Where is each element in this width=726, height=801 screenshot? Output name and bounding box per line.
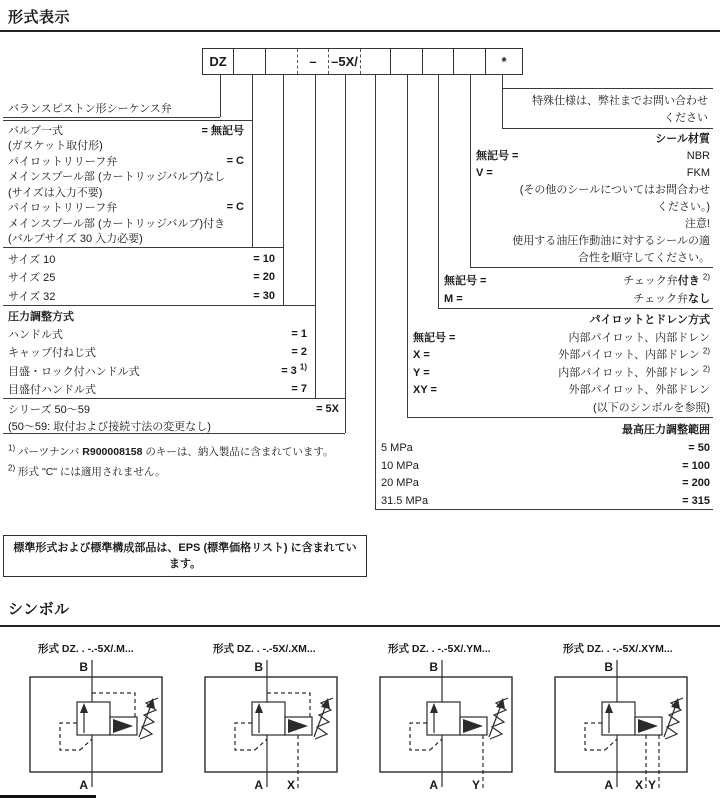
group-line — [470, 267, 713, 268]
option-row: メインスプール部 (カートリッジバルブ)付き — [8, 217, 226, 230]
group-header: 圧力調整方式 — [8, 311, 74, 324]
group-seal-material: シール材質 無記号 = NBR V = FKM (その他のシールについてはお問合わせ ください。) 注意! 使用する油圧作動油に対するシールの適 合性を順守してください。 — [476, 133, 710, 264]
connector-line — [345, 75, 346, 433]
footnote-2: $^{2)}$ 形式 "C" には適用されません。 — [8, 463, 166, 478]
option-row: キャップ付ねじ式 = 2 — [8, 346, 307, 360]
symbol-title-m: 形式 DZ. . -.-5X/.M... — [38, 643, 134, 655]
port-label-b: B — [604, 660, 613, 674]
port-label-y: Y — [647, 778, 656, 792]
connector-line — [283, 75, 284, 305]
symbol-title-ym: 形式 DZ. . -.-5X/.YM... — [388, 643, 491, 655]
group-line — [3, 398, 345, 399]
option-row: (ガスケット取付形) — [8, 140, 103, 153]
option-row: 無記号 = チェック弁付き $^{2)}$ — [444, 272, 710, 287]
page-footer-rule — [0, 795, 96, 798]
option-row: 31.5 MPa = 315 — [381, 495, 710, 508]
code-cell-blank-6 — [454, 49, 486, 74]
section-rule — [0, 625, 720, 627]
port-label-b: B — [79, 660, 88, 674]
section-title-symbols: シンボル — [8, 601, 70, 618]
group-size — [8, 250, 275, 305]
symbol-title-xm: 形式 DZ. . -.-5X/.XM... — [213, 643, 316, 655]
group-valve-assembly — [8, 122, 244, 246]
option-row: 5 MPa = 50 — [381, 441, 710, 454]
connector-line — [220, 75, 221, 117]
code-cell-blank-2 — [266, 49, 298, 74]
group-line — [3, 247, 283, 248]
option-row: (バルブサイズ 30 入力必要) — [8, 233, 143, 246]
group-pressure-adjustment — [8, 307, 307, 398]
section-title-type-designation: 形式表示 — [8, 9, 71, 26]
port-label-a: A — [254, 778, 263, 792]
connector-line — [252, 75, 253, 247]
code-cell-series: –5X/ — [329, 49, 361, 74]
symbol-title-xym: 形式 DZ. . -.-5X/.XYM... — [563, 643, 673, 655]
option-row: 目盛付ハンドル式 = 7 — [8, 382, 307, 396]
option-row: サイズ 32 = 30 — [8, 289, 275, 303]
group-header: 最高圧力調整範囲 — [622, 424, 710, 436]
group-pilot-drain — [413, 312, 710, 418]
group-check-valve — [444, 272, 710, 308]
option-row: サイズ 25 = 20 — [8, 271, 275, 285]
option-row: XY = 外部パイロット、外部ドレン — [413, 384, 710, 397]
connector-line — [438, 75, 439, 308]
group-line — [3, 305, 315, 306]
standard-type-note-box: 標準形式および標準構成部品は、EPS (標準価格リスト) に含まれています。 — [3, 535, 367, 577]
footnote-1: $^{1)}$ パーツナンバ R900008158 のキーは、納入製品に含まれています。 — [8, 443, 334, 458]
option-row: 無記号 = NBR — [476, 150, 710, 162]
code-cell-special: * — [501, 54, 507, 69]
ordering-code-row — [202, 48, 523, 75]
hydraulic-symbol-xym — [543, 655, 713, 800]
group-line — [502, 128, 713, 129]
code-cell-dash: – — [298, 49, 329, 74]
group-line — [3, 117, 220, 118]
code-cell-prefix: DZ — [203, 49, 234, 74]
special-note-box: 特殊仕様は、弊社までお問い合わせ ください — [532, 95, 708, 124]
hydraulic-symbol-xm — [193, 655, 363, 800]
option-row: (50〜59: 取付および接続寸法の変更なし) — [8, 420, 211, 433]
code-cell-blank-4 — [391, 49, 423, 74]
group-series — [8, 401, 339, 434]
option-row: パイロットリリーフ弁 = C — [8, 201, 244, 215]
option-row: シリーズ 50〜59 = 5X — [8, 403, 339, 417]
code-cell-blank-1 — [234, 49, 266, 74]
section-rule — [0, 30, 720, 32]
option-row: サイズ 10 = 10 — [8, 253, 275, 267]
option-row: 無記号 = 内部パイロット、内部ドレン — [413, 331, 710, 344]
option-row: 目盛・ロック付ハンドル式 = 3 $^{1)}$ — [8, 362, 307, 378]
code-cell-blank-5 — [423, 49, 454, 74]
option-row: Y = 内部パイロット、外部ドレン $^{2)}$ — [413, 364, 710, 379]
pilot-note: (以下のシンボルを参照) — [592, 401, 710, 414]
port-label-y: Y — [471, 778, 480, 792]
port-label-a: A — [604, 778, 613, 792]
option-row: 20 MPa = 200 — [381, 477, 710, 490]
port-label-a: A — [79, 778, 88, 792]
port-label-b: B — [254, 660, 263, 674]
code-cell-blank-3 — [361, 49, 391, 74]
group-header: シール材質 — [655, 133, 710, 145]
footnotes — [8, 444, 370, 480]
port-label-b: B — [429, 660, 438, 674]
label-balance-piston: バランスピストン形シーケンス弁 — [8, 103, 172, 115]
port-label-x: X — [286, 778, 295, 792]
port-label-x: X — [634, 778, 643, 792]
hydraulic-symbol-m — [18, 655, 188, 800]
option-row: 10 MPa = 100 — [381, 459, 710, 472]
option-row: メインスプール部 (カートリッジバルブ)なし — [8, 171, 226, 184]
connector-line — [375, 75, 376, 509]
hydraulic-symbol-ym — [368, 655, 538, 800]
option-row: X = 外部パイロット、内部ドレン $^{2)}$ — [413, 346, 710, 362]
option-row: パイロットリリーフ弁 = C — [8, 154, 244, 168]
option-row: V = FKM — [476, 167, 710, 179]
group-max-pressure-range — [381, 422, 710, 511]
connector-line — [470, 75, 471, 267]
port-label-a: A — [429, 778, 438, 792]
option-row: バルブ一式 = 無記号 — [8, 124, 244, 137]
connector-line — [502, 75, 503, 128]
group-header: パイロットとドレン方式 — [589, 314, 710, 326]
option-row: (サイズは入力不要) — [8, 186, 103, 199]
connector-line — [407, 75, 408, 417]
connector-line — [315, 75, 316, 398]
group-line — [438, 308, 713, 309]
option-row: ハンドル式 = 1 — [8, 328, 307, 342]
option-row: M = チェック弁なし — [444, 293, 710, 305]
group-line — [502, 88, 713, 89]
